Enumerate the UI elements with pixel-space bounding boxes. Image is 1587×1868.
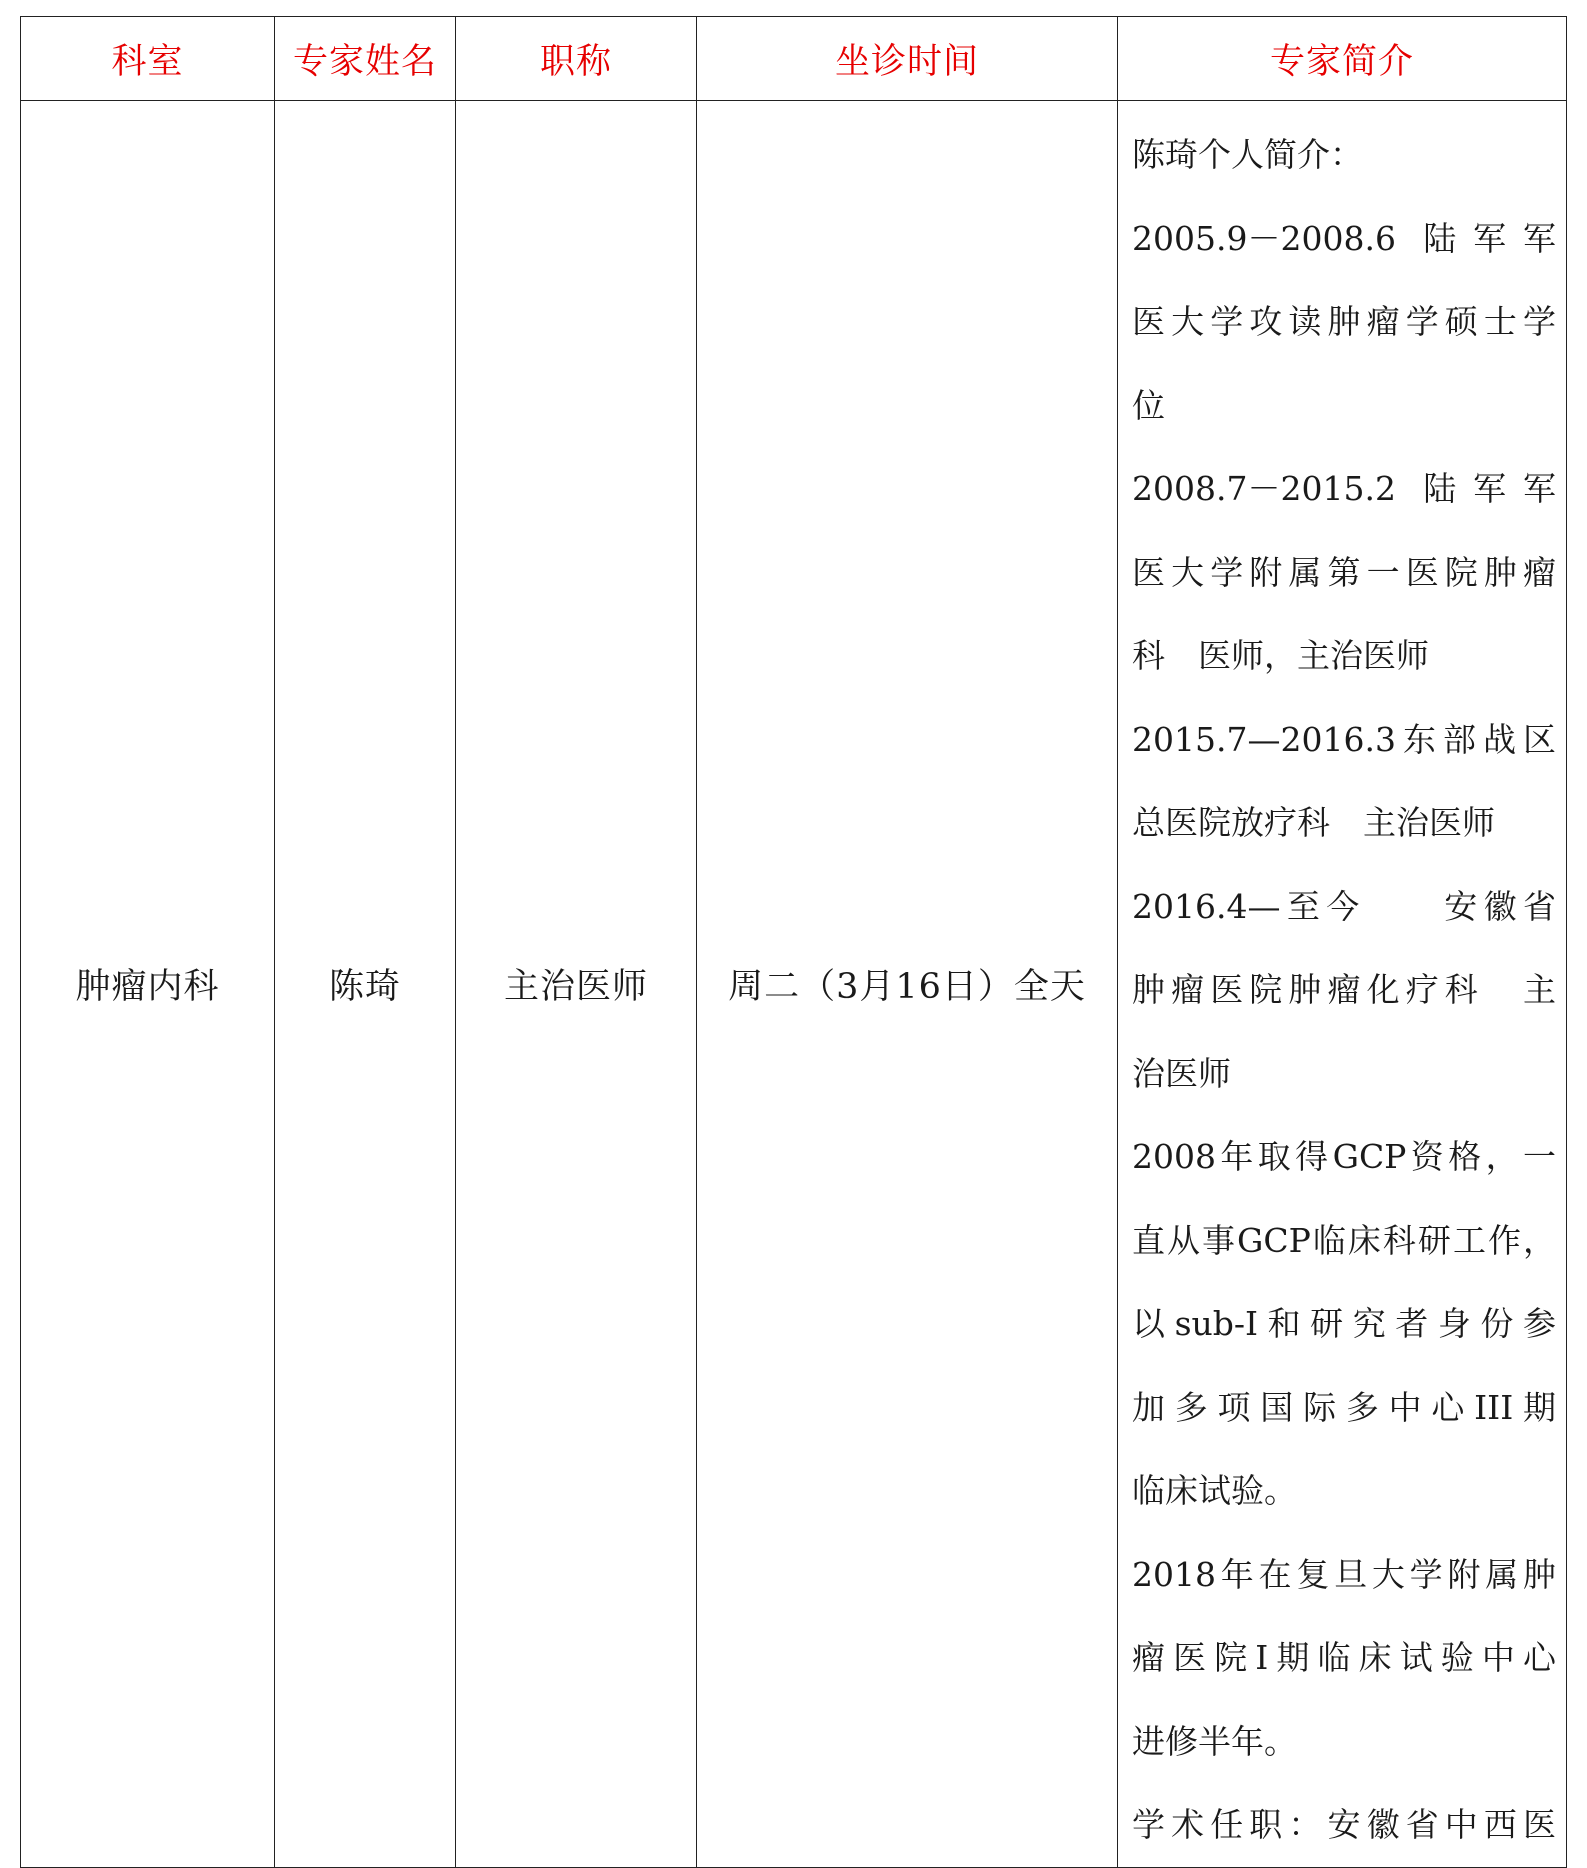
bio-line: 直从事GCP临床科研工作， [1132, 1220, 1556, 1260]
expert-table [20, 16, 1567, 1868]
header-bio: 专家简介 [1118, 17, 1567, 101]
table-row [21, 101, 1567, 1868]
header-title: 职称 [456, 17, 697, 101]
bio-line: 瘤医院I期临床试验中心 [1132, 1638, 1556, 1677]
header-schedule: 坐诊时间 [697, 17, 1118, 101]
bio-line: 学术任职：安徽省中西医 [1132, 1805, 1556, 1844]
cell-bio [1118, 101, 1567, 1868]
bio-line: 临床试验。 [1132, 1471, 1297, 1510]
bio-line: 2005.9－2008.6 陆军军 [1132, 218, 1556, 258]
bio-line: 2018年在复旦大学附属肿 [1132, 1554, 1556, 1594]
bio-line: 科 医师，主治医师 [1132, 636, 1429, 675]
bio-line: 位 [1132, 385, 1165, 425]
header-expert-name: 专家姓名 [275, 17, 456, 101]
bio-line: 以sub-I和研究者身份参 [1132, 1304, 1556, 1343]
bio-line: 陈琦个人简介： [1132, 135, 1363, 174]
bio-line: 2008年取得GCP资格，一 [1132, 1137, 1556, 1176]
bio-line: 加多项国际多中心III期 [1132, 1387, 1556, 1427]
cell-title: 主治医师 [456, 101, 697, 1868]
cell-department: 肿瘤内科 [21, 101, 275, 1868]
cell-expert-name: 陈琦 [275, 101, 456, 1868]
bio-line: 医大学附属第一医院肿瘤 [1132, 552, 1556, 592]
bio-line: 总医院放疗科 主治医师 [1132, 803, 1495, 842]
bio-line: 治医师 [1132, 1053, 1231, 1093]
bio-line: 2016.4—至今 安徽省 [1132, 886, 1556, 926]
bio-line: 医大学攻读肿瘤学硕士学 [1132, 302, 1556, 341]
cell-schedule: 周二（3月16日）全天 [697, 101, 1118, 1868]
header-department: 科室 [21, 17, 275, 101]
bio-line: 进修半年。 [1132, 1721, 1297, 1761]
bio-line: 2008.7－2015.2 陆军军 [1132, 469, 1556, 508]
expert-schedule-sheet [20, 16, 1567, 1852]
bio-line: 肿瘤医院肿瘤化疗科 主 [1132, 970, 1556, 1009]
table-header-row [21, 17, 1567, 101]
bio-line: 2015.7—2016.3东部战区 [1132, 719, 1556, 759]
